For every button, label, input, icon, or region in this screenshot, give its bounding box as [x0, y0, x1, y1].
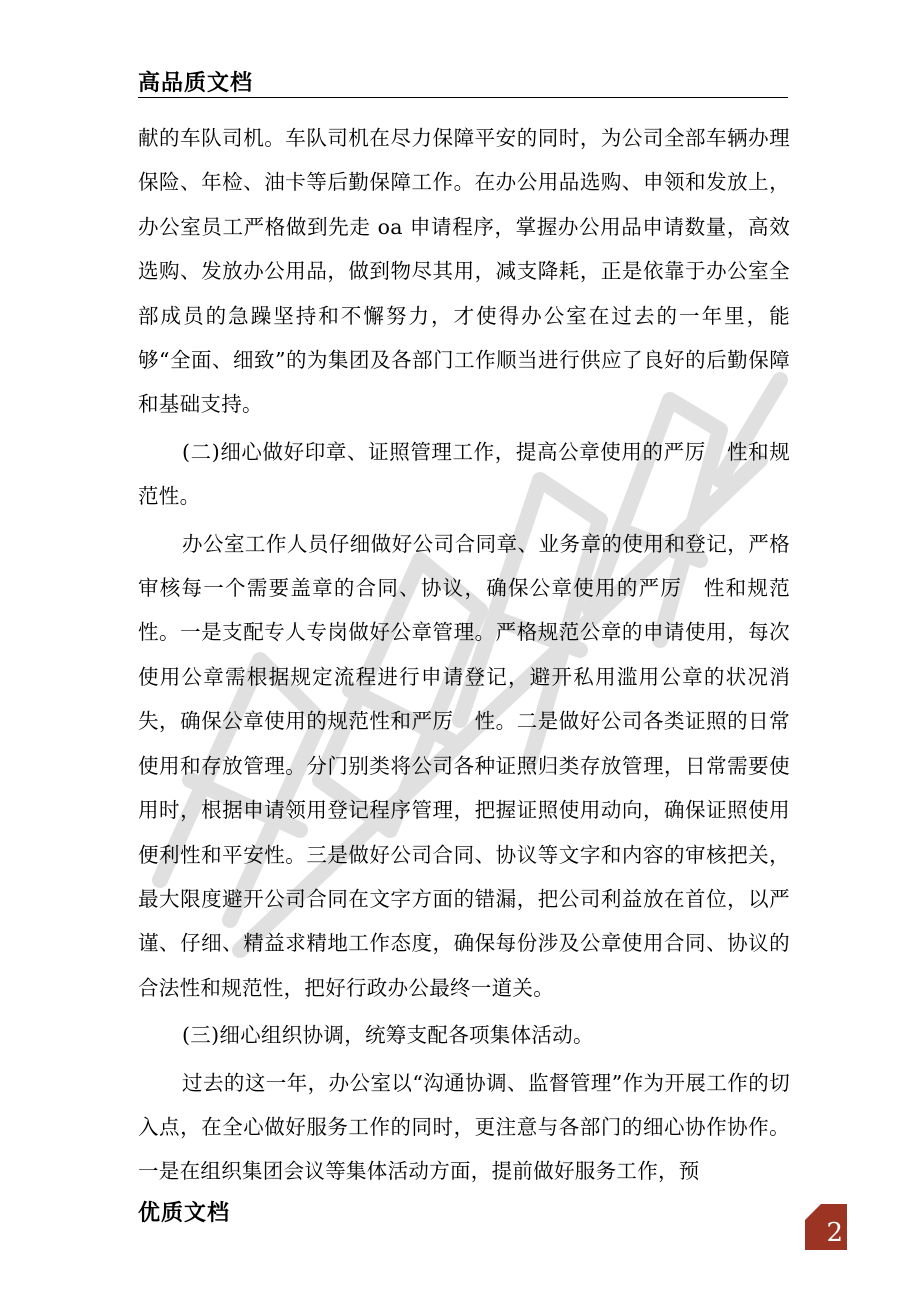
paragraph-seal-management: 办公室工作人员仔细做好公司合同章、业务章的使用和登记，严格审核每一个需要盖章的合同、协议，确保公章使用的严厉 性和规范性。一是支配专人专岗做好公章管理。严格规范公章的申请使用，每次使用公章需根据规定流程进行申请登记，避开私用滥用公章的状况消失，确保公章使用的规范性和严厉 性。二是做好公司各类证照的日常使用和存放管理。分门别类将公司各种证照归类存放管理，日常需要使用时，根据申请领用登记程序管理，把握证照使用动向，确保证照使用便利性和平安性。三是做好公司合同、协议等文字和内容的审核把关，最大限度避开公司合同在文字方面的错漏，把公司利益放在首位，以严谨、仔细、精益求精地工作态度，确保每份涉及公章使用合同、协议的合法性和规范性，把好行政办公最终一道关。: [138, 531, 790, 1000]
header-title: 高品质文档: [138, 71, 254, 96]
section-heading-coordination: (三)细心组织协调，统筹支配各项集体活动。: [182, 1023, 594, 1048]
paragraph-vehicle-support: 献的车队司机。车队司机在尽力保障平安的同时，为公司全部车辆办理保险、年检、油卡等后勤保障工作。在办公用品选购、申领和发放上，办公室员工严格做到先走 oa 申请程序，掌握办公用品申请数量，高效选购、发放办公用品，做到物尽其用，减支降耗，正是依靠于办公室全部成员的急躁坚持和不懈努力，才使得办公室在过去的一年里，能够“全面、细致”的为集团及各部门工作顺当进行供应了良好的后勤保障和基础支持。: [138, 126, 790, 417]
footer-title: 优质文档: [138, 1201, 231, 1226]
header-divider: [138, 97, 788, 98]
page-number-badge: [805, 1204, 847, 1250]
document-body: [138, 116, 790, 1194]
page-number: 2: [826, 1218, 843, 1248]
badge-corner-notch: [805, 1204, 821, 1220]
section-heading-seals: (二)细心做好印章、证照管理工作，提高公章使用的严厉 性和规范性。: [138, 439, 790, 509]
paragraph-coordination: 过去的这一年，办公室以“沟通协调、监督管理”作为开展工作的切入点，在全心做好服务工作的同时，更注意与各部门的细心协作协作。一是在组织集团会议等集体活动方面，提前做好服务工作，预: [138, 1070, 790, 1184]
